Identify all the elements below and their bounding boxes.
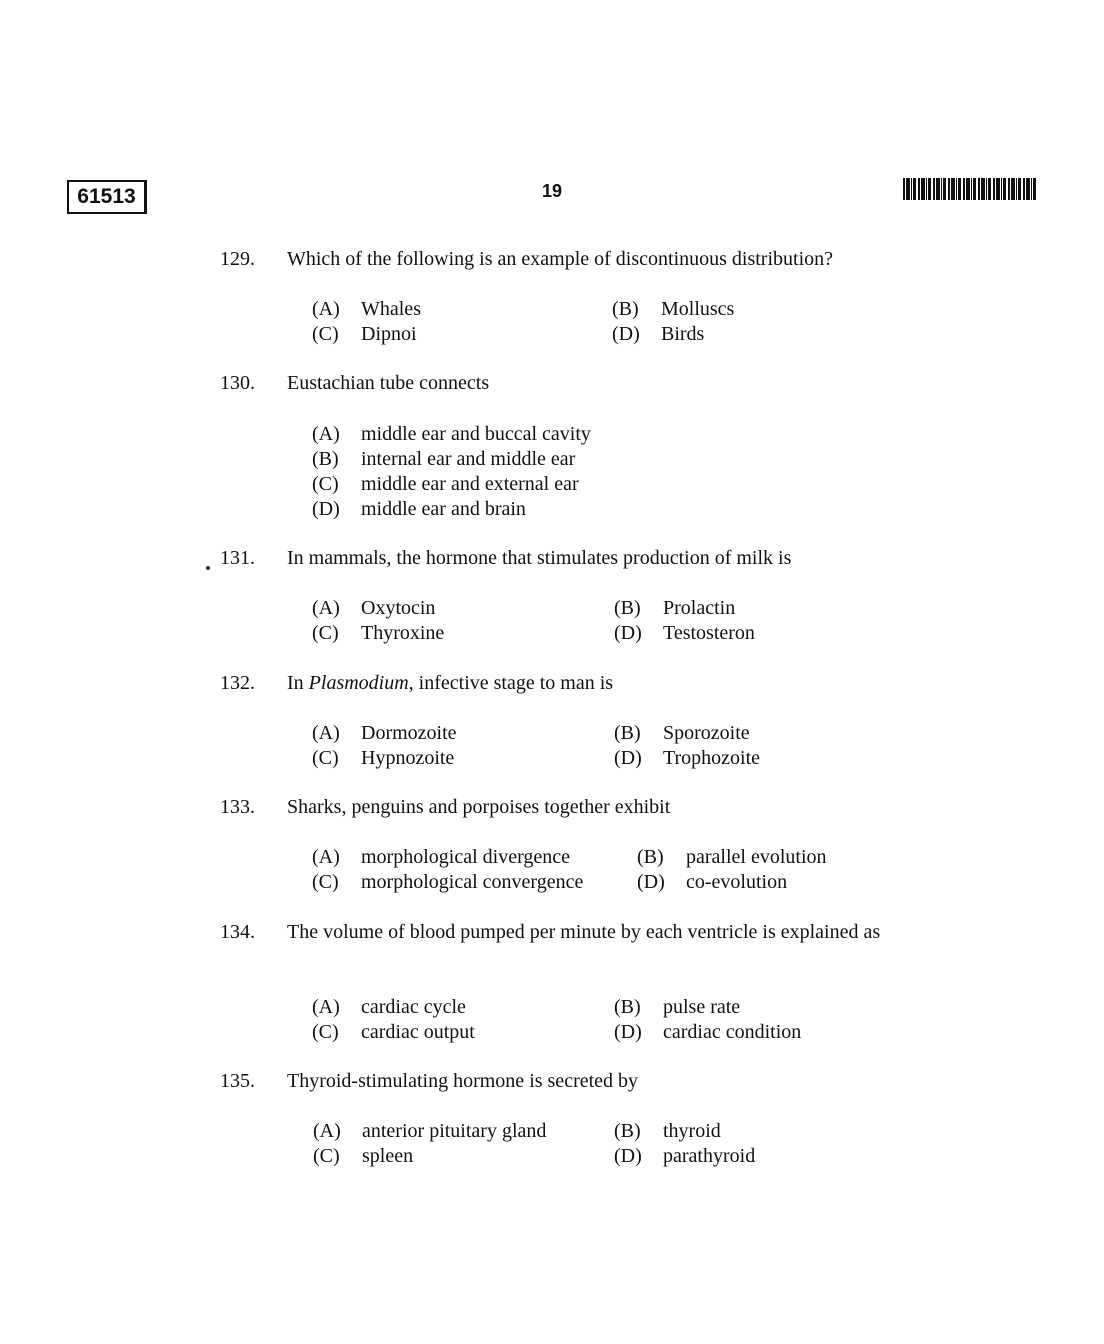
option-d xyxy=(614,621,755,646)
question-text: The volume of blood pumped per minute by each ventricle is explained as xyxy=(287,921,881,943)
option-text: middle ear and buccal cavity xyxy=(361,423,591,445)
option-text: middle ear and external ear xyxy=(361,473,579,495)
option-text: anterior pituitary gland xyxy=(362,1120,547,1142)
option-d xyxy=(614,1020,801,1045)
question-text-suffix: , infective stage to man is xyxy=(408,672,614,694)
option-letter: (C) xyxy=(313,1145,340,1167)
option-letter: (A) xyxy=(312,722,340,744)
option-text: Testosteron xyxy=(663,622,755,644)
question-text xyxy=(287,671,917,696)
option-d xyxy=(312,497,526,522)
option-letter: (A) xyxy=(312,423,340,445)
option-c xyxy=(312,1020,475,1045)
question-number: 132. xyxy=(220,672,255,694)
option-text: Trophozoite xyxy=(663,747,761,769)
option-letter: (B) xyxy=(614,1120,641,1142)
option-c xyxy=(312,870,583,895)
option-letter: (D) xyxy=(612,323,640,345)
option-text: Hypnozoite xyxy=(361,747,455,769)
question-number: 134. xyxy=(220,921,255,943)
option-text: Sporozoite xyxy=(663,722,750,744)
paper-code-box: 61513 xyxy=(67,180,147,214)
option-text: parathyroid xyxy=(663,1145,756,1167)
option-d xyxy=(614,746,760,771)
option-a xyxy=(312,297,421,322)
option-letter: (D) xyxy=(614,1145,642,1167)
option-letter: (C) xyxy=(312,871,339,893)
option-letter: (A) xyxy=(312,298,340,320)
option-a xyxy=(312,845,570,870)
option-c xyxy=(313,1144,413,1169)
option-text: pulse rate xyxy=(663,996,741,1018)
option-text: spleen xyxy=(362,1145,414,1167)
option-text: parallel evolution xyxy=(686,846,827,868)
option-b xyxy=(637,845,827,870)
option-d xyxy=(637,870,787,895)
organism-name: Plasmodium xyxy=(308,672,409,694)
option-text: Birds xyxy=(661,323,705,345)
option-text: morphological divergence xyxy=(361,846,571,868)
option-text: morphological convergence xyxy=(361,871,584,893)
option-d xyxy=(614,1144,755,1169)
option-letter: (A) xyxy=(312,597,340,619)
stray-mark xyxy=(206,566,210,570)
option-text: middle ear and brain xyxy=(361,498,526,520)
question-text: Eustachian tube connects xyxy=(287,372,490,394)
question-number: 130. xyxy=(220,372,255,394)
option-text: Molluscs xyxy=(661,298,735,320)
option-text: Dipnoi xyxy=(361,323,417,345)
option-a xyxy=(312,596,435,621)
option-letter: (B) xyxy=(637,846,664,868)
option-text: Whales xyxy=(361,298,421,320)
option-text: Thyroxine xyxy=(361,622,445,644)
question-number: 129. xyxy=(220,248,255,270)
option-a xyxy=(312,995,466,1020)
option-letter: (D) xyxy=(614,747,642,769)
question-number: 135. xyxy=(220,1070,255,1092)
option-letter: (C) xyxy=(312,323,339,345)
option-c xyxy=(312,621,444,646)
question-text: Which of the following is an example of discontinuous distribution? xyxy=(287,248,834,270)
option-letter: (C) xyxy=(312,622,339,644)
option-b xyxy=(312,447,575,472)
option-letter: (D) xyxy=(614,622,642,644)
question-text: Thyroid-stimulating hormone is secreted by xyxy=(287,1070,639,1092)
option-text: cardiac cycle xyxy=(361,996,466,1018)
option-letter: (D) xyxy=(312,498,340,520)
question-text: Sharks, penguins and porpoises together exhibit xyxy=(287,796,671,818)
option-letter: (D) xyxy=(637,871,665,893)
option-b xyxy=(614,995,740,1020)
question-text-prefix: In xyxy=(287,672,309,694)
option-b xyxy=(614,1119,721,1144)
option-text: Oxytocin xyxy=(361,597,436,619)
option-letter: (B) xyxy=(614,597,641,619)
option-letter: (A) xyxy=(313,1120,341,1142)
option-letter: (C) xyxy=(312,747,339,769)
option-d xyxy=(612,322,704,347)
option-c xyxy=(312,746,454,771)
option-text: cardiac condition xyxy=(663,1021,802,1043)
option-text: internal ear and middle ear xyxy=(361,448,576,470)
option-a xyxy=(312,721,457,746)
option-letter: (B) xyxy=(612,298,639,320)
option-letter: (B) xyxy=(312,448,339,470)
option-letter: (C) xyxy=(312,473,339,495)
option-text: thyroid xyxy=(663,1120,721,1142)
option-letter: (A) xyxy=(312,846,340,868)
option-letter: (D) xyxy=(614,1021,642,1043)
option-b xyxy=(612,297,734,322)
option-letter: (C) xyxy=(312,1021,339,1043)
option-text: Dormozoite xyxy=(361,722,457,744)
barcode xyxy=(903,178,1037,200)
option-letter: (B) xyxy=(614,996,641,1018)
option-text: Prolactin xyxy=(663,597,736,619)
option-letter: (A) xyxy=(312,996,340,1018)
question-number: 133. xyxy=(220,796,255,818)
option-b xyxy=(614,721,750,746)
option-text: co-evolution xyxy=(686,871,788,893)
option-letter: (B) xyxy=(614,722,641,744)
option-b xyxy=(614,596,735,621)
option-text: cardiac output xyxy=(361,1021,475,1043)
option-a xyxy=(312,422,591,447)
question-text: In mammals, the hormone that stimulates production of milk is xyxy=(287,547,792,569)
page-number: 19 xyxy=(541,181,563,201)
option-c xyxy=(312,472,579,497)
option-a xyxy=(313,1119,546,1144)
option-c xyxy=(312,322,417,347)
question-number: 131. xyxy=(220,547,255,569)
